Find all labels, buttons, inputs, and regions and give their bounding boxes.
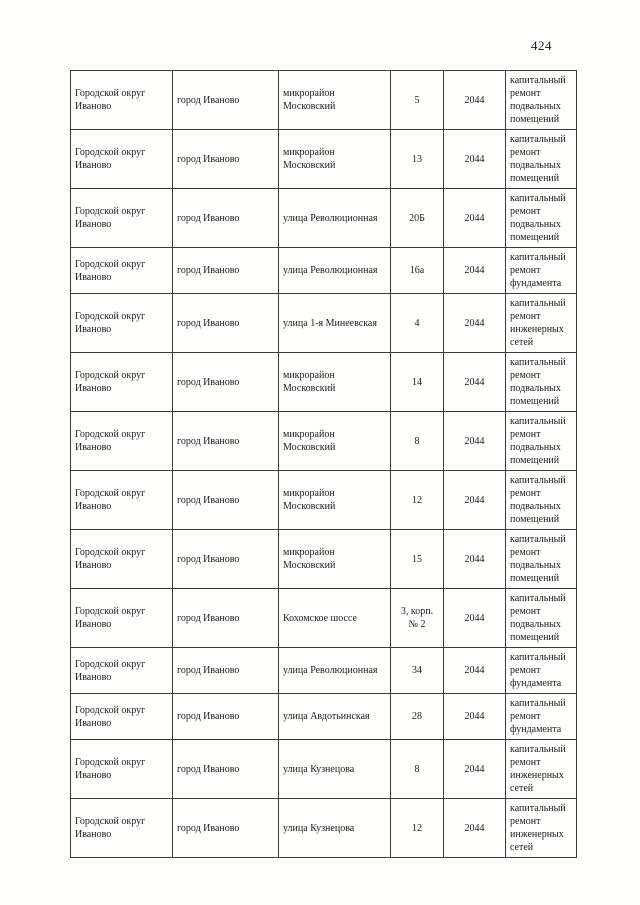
cell-work: капитальный ремонт подвальных помещений	[506, 130, 577, 189]
table-row	[71, 648, 577, 694]
cell-street: Кохомское шоссе	[279, 589, 391, 648]
cell-district: Городской округ Иваново	[71, 799, 173, 858]
cell-work: капитальный ремонт подвальных помещений	[506, 589, 577, 648]
cell-house: 16а	[391, 248, 444, 294]
cell-city: город Иваново	[173, 353, 279, 412]
table-row	[71, 694, 577, 740]
cell-street: улица Революционная	[279, 189, 391, 248]
cell-district: Городской округ Иваново	[71, 248, 173, 294]
cell-district: Городской округ Иваново	[71, 189, 173, 248]
cell-district: Городской округ Иваново	[71, 412, 173, 471]
cell-city: город Иваново	[173, 799, 279, 858]
cell-house: 15	[391, 530, 444, 589]
cell-work: капитальный ремонт подвальных помещений	[506, 71, 577, 130]
cell-district: Городской округ Иваново	[71, 353, 173, 412]
cell-work: капитальный ремонт фундамента	[506, 648, 577, 694]
cell-street: улица Кузнецова	[279, 740, 391, 799]
cell-house: 28	[391, 694, 444, 740]
cell-district: Городской округ Иваново	[71, 648, 173, 694]
table-row	[71, 353, 577, 412]
cell-work: капитальный ремонт инженерных сетей	[506, 740, 577, 799]
cell-work: капитальный ремонт подвальных помещений	[506, 471, 577, 530]
cell-year: 2044	[444, 799, 506, 858]
cell-year: 2044	[444, 589, 506, 648]
cell-work: капитальный ремонт инженерных сетей	[506, 294, 577, 353]
cell-city: город Иваново	[173, 294, 279, 353]
table-row	[71, 740, 577, 799]
cell-city: город Иваново	[173, 412, 279, 471]
table-row	[71, 799, 577, 858]
cell-city: город Иваново	[173, 248, 279, 294]
cell-year: 2044	[444, 294, 506, 353]
cell-year: 2044	[444, 471, 506, 530]
cell-year: 2044	[444, 530, 506, 589]
cell-year: 2044	[444, 648, 506, 694]
table-row	[71, 71, 577, 130]
cell-city: город Иваново	[173, 71, 279, 130]
cell-work: капитальный ремонт подвальных помещений	[506, 189, 577, 248]
cell-district: Городской округ Иваново	[71, 694, 173, 740]
cell-city: город Иваново	[173, 530, 279, 589]
cell-street: микрорайон Московский	[279, 353, 391, 412]
cell-district: Городской округ Иваново	[71, 130, 173, 189]
cell-year: 2044	[444, 412, 506, 471]
cell-year: 2044	[444, 694, 506, 740]
cell-city: город Иваново	[173, 740, 279, 799]
table-body	[71, 71, 577, 858]
cell-year: 2044	[444, 130, 506, 189]
cell-house: 14	[391, 353, 444, 412]
table-row	[71, 412, 577, 471]
cell-city: город Иваново	[173, 130, 279, 189]
cell-district: Городской округ Иваново	[71, 589, 173, 648]
cell-house: 13	[391, 130, 444, 189]
table-row	[71, 294, 577, 353]
cell-house: 20Б	[391, 189, 444, 248]
table-row	[71, 530, 577, 589]
cell-street: микрорайон Московский	[279, 71, 391, 130]
cell-district: Городской округ Иваново	[71, 294, 173, 353]
cell-house: 12	[391, 799, 444, 858]
cell-house: 8	[391, 740, 444, 799]
cell-house: 34	[391, 648, 444, 694]
cell-city: город Иваново	[173, 189, 279, 248]
cell-street: улица Революционная	[279, 248, 391, 294]
cell-district: Городской округ Иваново	[71, 471, 173, 530]
cell-year: 2044	[444, 248, 506, 294]
table-row	[71, 130, 577, 189]
cell-work: капитальный ремонт инженерных сетей	[506, 799, 577, 858]
cell-year: 2044	[444, 740, 506, 799]
cell-street: микрорайон Московский	[279, 130, 391, 189]
cell-year: 2044	[444, 71, 506, 130]
cell-work: капитальный ремонт подвальных помещений	[506, 530, 577, 589]
cell-work: капитальный ремонт подвальных помещений	[506, 412, 577, 471]
cell-city: город Иваново	[173, 648, 279, 694]
cell-street: улица Кузнецова	[279, 799, 391, 858]
capital-repair-table	[70, 70, 577, 858]
table-row	[71, 589, 577, 648]
cell-street: микрорайон Московский	[279, 471, 391, 530]
cell-work: капитальный ремонт фундамента	[506, 694, 577, 740]
cell-work: капитальный ремонт фундамента	[506, 248, 577, 294]
cell-city: город Иваново	[173, 589, 279, 648]
cell-house: 12	[391, 471, 444, 530]
cell-work: капитальный ремонт подвальных помещений	[506, 353, 577, 412]
cell-street: улица Авдотьинская	[279, 694, 391, 740]
cell-street: микрорайон Московский	[279, 412, 391, 471]
cell-street: улица Революционная	[279, 648, 391, 694]
cell-house: 5	[391, 71, 444, 130]
table-row	[71, 471, 577, 530]
cell-district: Городской округ Иваново	[71, 71, 173, 130]
table-row	[71, 248, 577, 294]
cell-house: 3, корп. № 2	[391, 589, 444, 648]
cell-year: 2044	[444, 189, 506, 248]
cell-city: город Иваново	[173, 471, 279, 530]
cell-district: Городской округ Иваново	[71, 740, 173, 799]
cell-street: микрорайон Московский	[279, 530, 391, 589]
cell-house: 4	[391, 294, 444, 353]
cell-city: город Иваново	[173, 694, 279, 740]
cell-street: улица 1-я Минеевская	[279, 294, 391, 353]
table-row	[71, 189, 577, 248]
page-number: 424	[531, 38, 552, 53]
cell-district: Городской округ Иваново	[71, 530, 173, 589]
cell-year: 2044	[444, 353, 506, 412]
cell-house: 8	[391, 412, 444, 471]
